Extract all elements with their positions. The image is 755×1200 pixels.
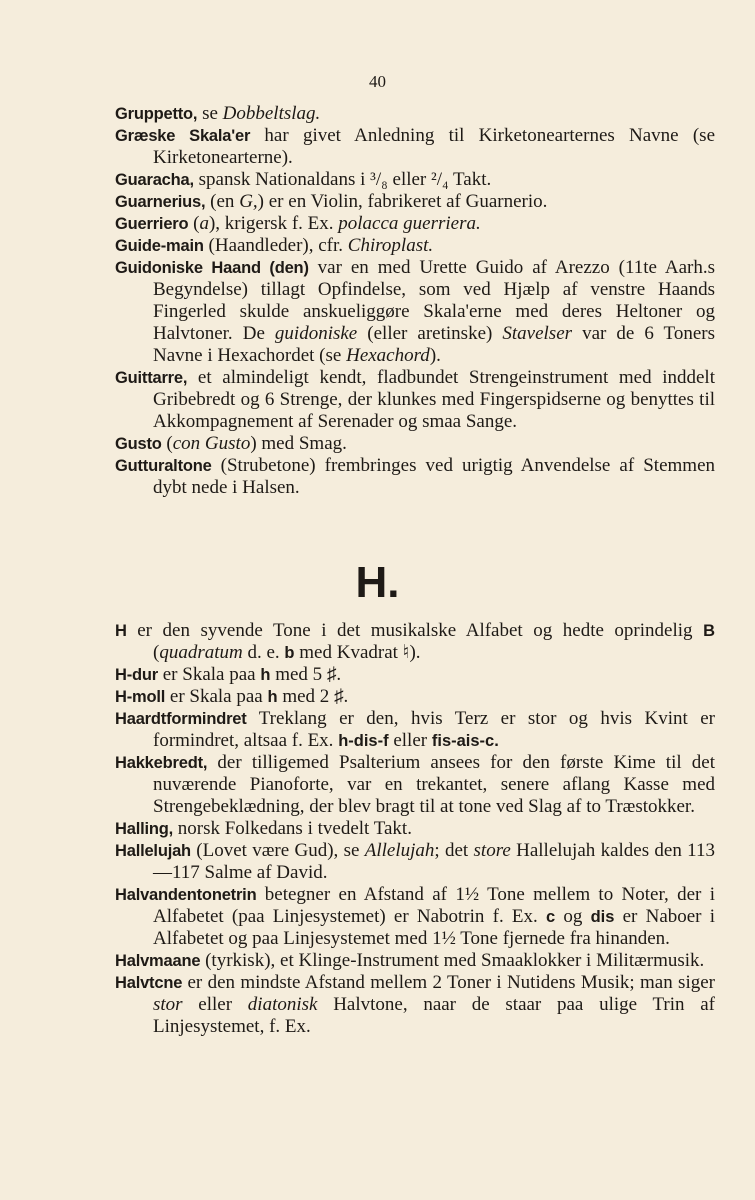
entry-text: er den syvende Tone i det musikalske Alfabet og hedte oprindelig [126,620,704,641]
entry-headword: Guittarre, [115,369,188,387]
entry-text: ( [153,642,160,663]
entry-note-name: h [267,688,278,706]
entry-text: med 5 ♯. [270,664,342,685]
entry-note-name: c [545,908,556,926]
entry-headword: Gusto [115,435,162,453]
entry-italic-text: Chiroplast. [347,235,434,256]
entry-text: (Strubetone) frembringes ved urigtig Anvendelse af Stemmen dybt nede i Halsen. [153,455,715,498]
entry-italic-text: con Gusto [172,433,251,454]
entry-text: norsk Folkedans i tvedelt Takt. [173,818,412,839]
entry-headword: Gutturaltone [115,457,212,475]
entry-italic-text: quadratum [159,642,243,663]
entry-text: betegner en Afstand af 1½ Tone mellem to Noter, der i Alfabetet (paa Linjesystemet) er Nabotrin f. Ex. [153,884,715,927]
entry-italic-text: stor [153,994,183,1015]
entry-headword: Halvtcne [115,974,183,992]
entry-text: ) er en Violin, fabrikeret af Guarnerio. [257,191,548,212]
entry-text: ( [188,213,200,234]
entry-italic-text: Dobbeltslag. [222,103,321,124]
entry-text: og [555,906,591,927]
entry-note-name: h-dis-f [338,732,389,750]
entry-text: ; det [434,840,474,861]
dictionary-entry-guittarre [115,367,715,433]
section-letter-heading: H. [355,558,400,607]
entry-text: et almindeligt kendt, fladbundet Strengeinstrument med inddelt Gribebredt og 6 Strenge, der klunkes med Fingerspidserne og benyttes til Akkompagnement af Serenader og smaa Sange. [153,367,715,432]
page-number: 40 [369,72,386,91]
entry-text: eller [388,730,432,751]
dictionary-entry-graeske-skalaer [115,125,715,169]
entries-g [115,103,715,499]
entry-headword: Guerriero [115,215,189,233]
entry-text: er Skala paa [165,686,268,707]
entry-text: med 2 ♯. [277,686,349,707]
entry-text: (eller aretinske) [357,323,503,344]
entry-text: spansk Nationaldans i ³/₈ eller ²/₄ Takt. [193,169,492,190]
entry-italic-text: Hexachord [346,345,430,366]
entry-text: Treklang er den, hvis Terz er stor og hvis Kvint er formindret, altsaa f. Ex. [153,708,715,751]
entry-headword: Halvmaane [115,952,201,970]
entry-text: er den mindste Afstand mellem 2 Toner i Nutidens Musik; man siger [182,972,715,993]
entry-italic-text: G, [239,191,258,212]
entry-italic-text: Allelujah [364,840,435,861]
entry-text: ( [161,433,173,454]
dictionary-entry-halvandentonetrin [115,884,715,950]
dictionary-entry-haardtformindret [115,708,715,752]
entry-note-name: b [284,644,295,662]
dictionary-entry-hallelujah [115,840,715,884]
entry-note-name: h [260,666,271,684]
entry-text: der tilligemed Psalterium ansees for den første Kime til det nuværende Pianoforte, var en trekantet, senere aflang Kasse med Strengebeklædning, der blev bragt til at tone ved Slag af to Træstokker. [153,752,715,817]
entry-headword: Halvandentonetrin [115,886,257,904]
dictionary-entry-guidoniske-haand [115,257,715,367]
entry-headword: Guarnerius, [115,193,206,211]
entries-h [115,620,715,1038]
entry-headword: Hakkebredt, [115,754,208,772]
entry-text: (Haandleder), cfr. [203,235,348,256]
entry-text: var de 6 Toners Navne i Hexachordet (se [153,323,715,366]
entry-italic-text: Stavelser [502,323,573,344]
dictionary-entry-gutturaltone [115,455,715,499]
entry-headword: H-dur [115,666,158,684]
entry-text: er Naboer i Alfabetet og paa Linjesystemet med 1½ Tone fjernede fra hinanden. [153,906,715,949]
entry-italic-text: diatonisk [247,994,318,1015]
entry-italic-text: polacca guerriera. [338,213,481,234]
dictionary-entry-gruppetto [115,103,715,125]
dictionary-entry-halvtone [115,972,715,1038]
entry-note-name: dis [590,908,615,926]
dictionary-entry-h-dur [115,664,715,686]
entry-text: ). [429,345,441,366]
entry-text: ), krigersk f. Ex. [208,213,339,234]
entry-text: d. e. [242,642,285,663]
dictionary-entry-guaracha [115,169,715,191]
entry-text: se [197,103,223,124]
dictionary-entry-guarnerius [115,191,715,213]
dictionary-entry-hakkebredt [115,752,715,818]
entry-headword: Guide-main [115,237,204,255]
entry-headword: Guaracha, [115,171,194,189]
entry-italic-text: a [199,213,209,234]
entry-text: (tyrkisk), et Klinge-Instrument med Smaaklokker i Militærmusik. [200,950,705,971]
entry-note-name: B [703,622,715,640]
entry-headword: Hallelujah [115,842,191,860]
dictionary-entry-gusto [115,433,715,455]
entry-text: ) med Smag. [250,433,347,454]
entry-headword: Gruppetto, [115,105,198,123]
entry-text: er Skala paa [158,664,261,685]
entry-headword: H-moll [115,688,166,706]
entry-text: (Lovet være Gud), se [190,840,365,861]
entry-text: med Kvadrat ♮). [294,642,421,663]
entry-text: Halvtone, naar de staar paa ulige Trin af Linjesystemet, f. Ex. [153,994,715,1037]
entry-headword: Haardtformindret [115,710,247,728]
entry-text: var en med Urette Guido af Arezzo (11te Aarh.s Begyndelse) tillagt Opfindelse, som ved Hjælp af venstre Haands Fingerled skulde anskueliggøre Skala'erne med deres Heltoner og Halvtoner. De [153,257,715,344]
entry-headword: Halling, [115,820,173,838]
dictionary-entry-guide-main [115,235,715,257]
dictionary-entry-halvmaane [115,950,715,972]
dictionary-entry-guerriero [115,213,715,235]
dictionary-entry-h-moll [115,686,715,708]
entry-text: eller [182,994,248,1015]
entry-text: har givet Anledning til Kirketonearternes Navne (se Kirketonearterne). [153,125,716,168]
entry-headword: Græske Skala'er [115,127,251,145]
entry-text: (en [205,191,240,212]
dictionary-entry-h [115,620,715,664]
entry-text: Hallelujah kaldes den 113—117 Salme af David. [153,840,715,883]
entry-italic-text: guidoniske [274,323,358,344]
entry-headword: H [115,622,127,640]
entry-note-name: fis-ais-c. [431,732,499,750]
entry-italic-text: store [473,840,511,861]
entry-headword: Guidoniske Haand (den) [115,259,309,277]
dictionary-entry-halling [115,818,715,840]
